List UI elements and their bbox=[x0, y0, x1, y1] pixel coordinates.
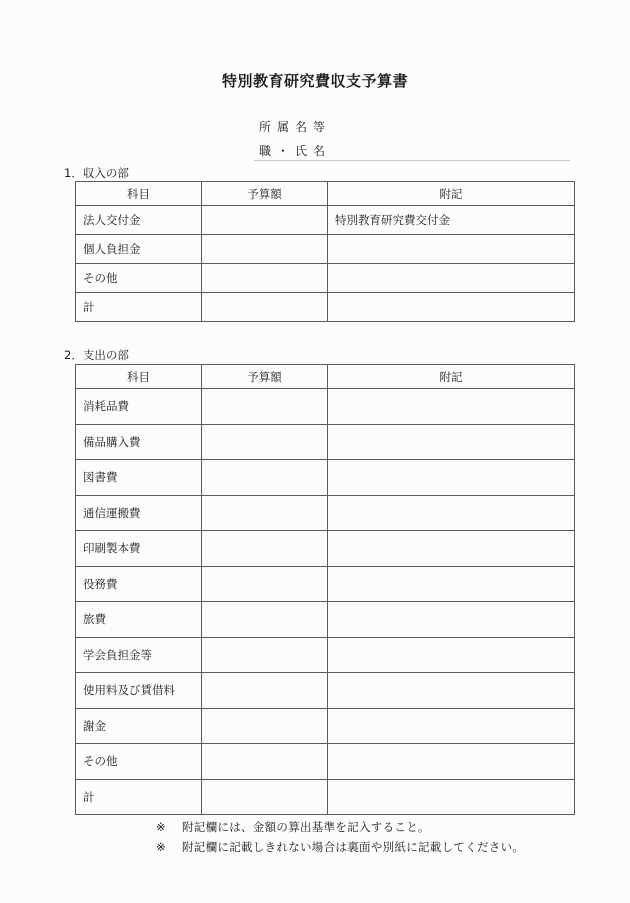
amount-cell[interactable] bbox=[202, 744, 328, 780]
note-cell[interactable] bbox=[328, 531, 575, 567]
expense-section-heading: 2．支出の部 bbox=[64, 348, 129, 362]
footnote bbox=[156, 839, 524, 855]
table-row bbox=[76, 673, 575, 709]
note-cell[interactable] bbox=[328, 293, 575, 322]
amount-cell[interactable] bbox=[202, 495, 328, 531]
item-cell: 消耗品費 bbox=[76, 389, 202, 425]
table-row bbox=[76, 637, 575, 673]
table-row bbox=[76, 495, 575, 531]
column-header-item: 科目 bbox=[76, 365, 202, 389]
item-cell: 備品購入費 bbox=[76, 424, 202, 460]
amount-cell[interactable] bbox=[202, 235, 328, 264]
note-cell[interactable] bbox=[328, 637, 575, 673]
amount-cell[interactable] bbox=[202, 602, 328, 638]
item-cell: 役務費 bbox=[76, 566, 202, 602]
table-header-row bbox=[76, 182, 575, 206]
reference-mark-icon: ※ bbox=[156, 820, 166, 834]
amount-cell[interactable] bbox=[202, 708, 328, 744]
item-cell: 旅費 bbox=[76, 602, 202, 638]
column-header-amount: 予算額 bbox=[202, 365, 328, 389]
column-header-note: 附記 bbox=[328, 365, 575, 389]
note-cell[interactable] bbox=[328, 460, 575, 496]
note-cell[interactable] bbox=[328, 389, 575, 425]
footnote bbox=[156, 819, 430, 835]
item-cell: 使用料及び賃借料 bbox=[76, 673, 202, 709]
table-row bbox=[76, 744, 575, 780]
item-cell: 計 bbox=[76, 293, 202, 322]
amount-cell[interactable] bbox=[202, 424, 328, 460]
table-row bbox=[76, 424, 575, 460]
note-cell[interactable]: 特別教育研究費交付金 bbox=[328, 206, 575, 235]
column-header-amount: 予算額 bbox=[202, 182, 328, 206]
amount-cell[interactable] bbox=[202, 460, 328, 496]
item-cell: 計 bbox=[76, 779, 202, 815]
amount-cell[interactable] bbox=[202, 673, 328, 709]
table-row bbox=[76, 602, 575, 638]
note-cell[interactable] bbox=[328, 566, 575, 602]
table-row bbox=[76, 264, 575, 293]
reference-mark-icon: ※ bbox=[156, 840, 166, 854]
affiliation-label: 所属名等 bbox=[259, 120, 332, 134]
amount-cell[interactable] bbox=[202, 293, 328, 322]
expense-table bbox=[75, 364, 575, 815]
table-row bbox=[76, 708, 575, 744]
income-section-heading: 1．収入の部 bbox=[64, 166, 129, 180]
item-cell: 個人負担金 bbox=[76, 235, 202, 264]
note-cell[interactable] bbox=[328, 495, 575, 531]
amount-cell[interactable] bbox=[202, 566, 328, 602]
amount-cell[interactable] bbox=[202, 779, 328, 815]
amount-cell[interactable] bbox=[202, 389, 328, 425]
item-cell: 印刷製本費 bbox=[76, 531, 202, 567]
footnote-text: 附記欄に記載しきれない場合は裏面や別紙に記載してください。 bbox=[182, 840, 525, 854]
name-label: 職・氏名 bbox=[259, 144, 332, 158]
document-title: 特別教育研究費収支予算書 bbox=[221, 72, 408, 90]
note-cell[interactable] bbox=[328, 602, 575, 638]
name-underline bbox=[254, 160, 570, 161]
table-row bbox=[76, 531, 575, 567]
table-row bbox=[76, 235, 575, 264]
item-cell: その他 bbox=[76, 264, 202, 293]
item-cell: 法人交付金 bbox=[76, 206, 202, 235]
item-cell: その他 bbox=[76, 744, 202, 780]
table-row-total bbox=[76, 293, 575, 322]
note-cell[interactable] bbox=[328, 235, 575, 264]
table-row bbox=[76, 206, 575, 235]
footnote-text: 附記欄には、金額の算出基準を記入すること。 bbox=[182, 820, 430, 834]
amount-cell[interactable] bbox=[202, 637, 328, 673]
amount-cell[interactable] bbox=[202, 206, 328, 235]
amount-cell[interactable] bbox=[202, 264, 328, 293]
note-cell[interactable] bbox=[328, 673, 575, 709]
note-cell[interactable] bbox=[328, 424, 575, 460]
income-table bbox=[75, 181, 575, 322]
table-header-row bbox=[76, 365, 575, 389]
note-cell[interactable] bbox=[328, 744, 575, 780]
column-header-item: 科目 bbox=[76, 182, 202, 206]
table-row-total bbox=[76, 779, 575, 815]
item-cell: 図書費 bbox=[76, 460, 202, 496]
note-cell[interactable] bbox=[328, 264, 575, 293]
item-cell: 謝金 bbox=[76, 708, 202, 744]
table-row bbox=[76, 389, 575, 425]
note-cell[interactable] bbox=[328, 779, 575, 815]
table-row bbox=[76, 460, 575, 496]
item-cell: 通信運搬費 bbox=[76, 495, 202, 531]
column-header-note: 附記 bbox=[328, 182, 575, 206]
item-cell: 学会負担金等 bbox=[76, 637, 202, 673]
note-cell[interactable] bbox=[328, 708, 575, 744]
table-row bbox=[76, 566, 575, 602]
amount-cell[interactable] bbox=[202, 531, 328, 567]
